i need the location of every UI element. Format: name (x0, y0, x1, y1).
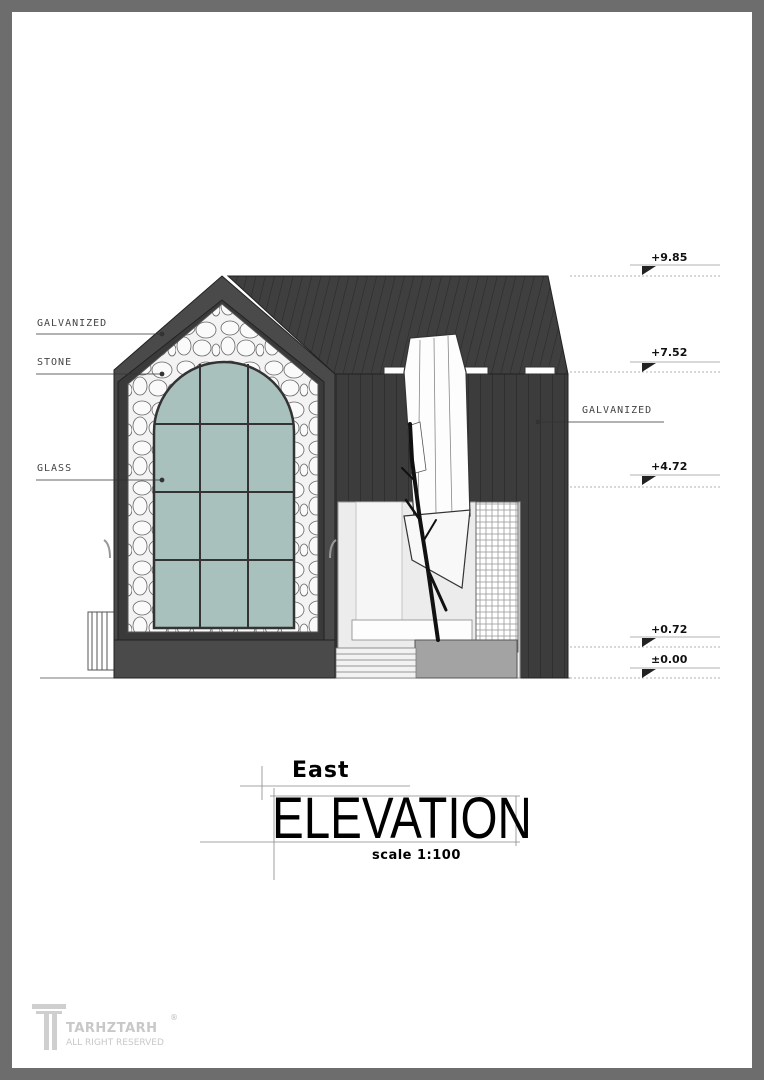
roof-vent (384, 367, 406, 374)
level-label: +0.72 (651, 623, 688, 636)
arched-window (154, 362, 294, 628)
level-label: +7.52 (651, 346, 688, 359)
lattice-screen (476, 502, 518, 652)
annotation-glass: GLASS (37, 463, 73, 474)
logo-name: TARHZTARH (66, 1021, 158, 1036)
registered-icon: ® (170, 1013, 178, 1022)
annotation-galvanized-left: GALVANIZED (37, 318, 108, 329)
left-plant (104, 540, 110, 558)
logo-mark (32, 1004, 66, 1050)
title-scale: scale 1:100 (372, 848, 461, 863)
planter-box (415, 640, 517, 678)
gable-base (114, 640, 335, 678)
title-main: ELEVATION (272, 786, 532, 851)
level-markers (570, 265, 720, 678)
level-label: ±0.00 (651, 653, 688, 666)
annotation-stone: STONE (37, 357, 73, 368)
bench (352, 620, 472, 640)
level-label: +9.85 (651, 251, 688, 264)
logo-rights: ALL RIGHT RESERVED (66, 1038, 164, 1048)
roof-vent (525, 367, 555, 374)
level-label: +4.72 (651, 460, 688, 473)
stair-railing (88, 612, 114, 670)
entry-steps (336, 648, 416, 678)
annotation-galvanized-right: GALVANIZED (582, 405, 653, 416)
title-orientation: East (292, 758, 350, 783)
